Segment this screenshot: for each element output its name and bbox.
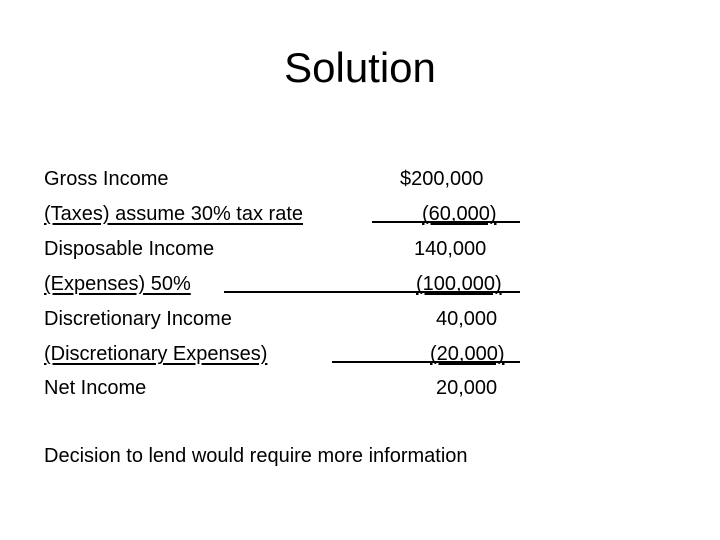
slide-title: Solution xyxy=(284,44,436,91)
row-amount: $200,000 xyxy=(400,168,484,190)
statement-row-expenses xyxy=(44,268,524,300)
row-amount: 140,000 xyxy=(414,238,487,260)
statement-row-taxes xyxy=(44,198,524,230)
row-label: (Discretionary Expenses) xyxy=(44,343,268,365)
statement-row-gross-income xyxy=(44,163,524,195)
row-amount: (60,000) xyxy=(422,203,497,225)
row-amount: 20,000 xyxy=(436,377,498,399)
statement-row-discretionary-expenses xyxy=(44,338,524,370)
row-label: Disposable Income xyxy=(44,238,215,260)
statement-row-discretionary-income xyxy=(44,303,524,335)
statement-row-net-income xyxy=(44,372,524,404)
row-label: Net Income xyxy=(44,377,147,399)
row-amount: (20,000) xyxy=(430,343,505,365)
row-amount: (100,000) xyxy=(416,273,502,295)
row-label: (Expenses) 50% xyxy=(44,273,191,295)
row-label: Gross Income xyxy=(44,168,169,190)
statement-row-disposable-income xyxy=(44,233,524,265)
row-label: (Taxes) assume 30% tax rate xyxy=(44,203,303,225)
row-label: Discretionary Income xyxy=(44,308,232,330)
row-amount: 40,000 xyxy=(436,308,498,330)
conclusion-text: Decision to lend would require more information xyxy=(44,445,468,467)
